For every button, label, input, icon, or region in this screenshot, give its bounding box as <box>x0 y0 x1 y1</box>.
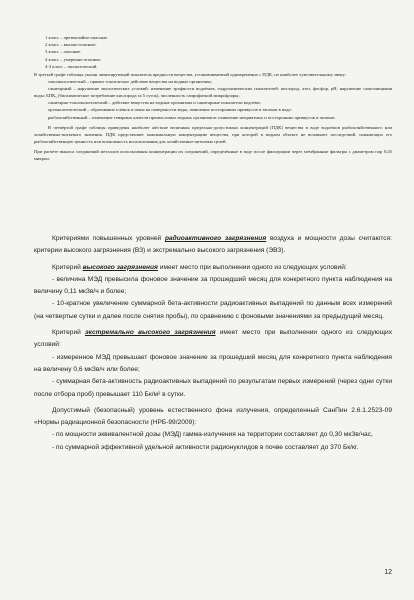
paragraph: токсикологический – прямое токсическое действие вещества на водные организмы; <box>48 79 212 85</box>
paragraph: Критериями повышенных уровней радиоактивного загрязнения воздуха и мощности дозы считаются: критерии высокого загрязнения (ВЗ) и экстремально высокого загрязнения (ЭВЗ). <box>34 235 392 255</box>
paragraph: - величина МЭД превысила фоновое значение за прошедший месяц для конкретного пункта наблюдения на величину 0,11 мкЗв/ч и более; <box>34 275 392 296</box>
paragraph: органолептический – образование плёнок и пены на поверхности воды, появление посторонних привкусов и запахов в воде; <box>48 107 292 113</box>
paragraph: При расчёте выноса соединений металлов использованы концентрации их соединений, определённые в воде после фильтрации через мембранные фильтры с диаметром пор 0,45 микрон. <box>34 148 392 162</box>
list-item: 3 класс – опасные. <box>45 49 82 55</box>
list-item: 2 класс – высоко-опасные. <box>45 42 97 48</box>
paragraph: санитарный – нарушение экологических условий: изменение трофности водоёмов, гидрохимических показателей: кислород, азот, фосфор, pH, нарушение самоочищения воды: БПК₅ (биохимическое потребление кислорода за 5 суток), численность сапрофитной микрофлоры; <box>34 86 392 99</box>
highlight-term: высокого загрязнения <box>82 263 158 271</box>
table-notes <box>34 71 392 162</box>
hazard-class-list <box>45 34 108 70</box>
page-number: 12 <box>384 569 392 576</box>
paragraph: санитарно-токсикологический – действие вещества на водные организмы и санитарные показатели водоёма; <box>48 100 261 106</box>
paragraph: рыбохозяйственный – изменение товарных качеств промысловых водных организмов: появление неприятных и посторонних привкусов и запахов. <box>48 114 336 120</box>
paragraph: Критерий высокого загрязнения имеет место при выполнении одного из следующих условий: <box>52 263 347 271</box>
paragraph: В третьей графе таблицы указан лимитирующий показатель вредности вещества, устанавливаемый одновременно с ПДК, по наиболее чувствительному звену: <box>34 72 347 77</box>
paragraph: - 10-кратное увеличение суммарной бета-активности радиоактивных выпадений по данным всех измерений (на четвертые сутки и далее после снятия пробы), по сравнению с фоновыми значениями за предыдущий месяц. <box>34 300 392 320</box>
list-item: 4 класс – умеренно-опасные. <box>45 56 102 62</box>
highlight-term: экстремально высокого загрязнения <box>85 329 216 337</box>
highlight-term: радиоактивного загрязнения <box>164 235 267 242</box>
paragraph: Критерий экстремально высокого загрязнения имеет место при выполнении одного из следующих условий: <box>34 329 393 349</box>
list-item: 4-3 класс – экологический. <box>45 63 98 69</box>
paragraph: - измеренное МЭД превышает фоновое значение за прошедший месяц для конкретного пункта наблюдения на величину 0,6 мкЗв/ч или более; <box>34 353 392 373</box>
paragraph: - по суммарной эффективной удельной активности радионуклидов в почве составляет до 370 Бк/кг. <box>52 443 359 451</box>
paragraph: В четвёртой графе таблицы приведены наиболее жёсткие величины предельно-допустимых концентраций (ПДК) вещества в воде водоёмов рыбохозяйственного или хозяйственно-питьевого значения. ПДК представляет максимальную концентрацию вещества, при которой в водном объекте не возникает последствий, снижающих его рыбохозяйственную ценность или возможность использования для хозяйственно-питьевых целей. <box>34 124 392 144</box>
paragraph: Допустимый (безопасный) уровень естественного фона излучения, определенный СанПин 2.6.1.2523-09 «Нормы радиационной безопасности (НРБ-99/2009): <box>34 406 392 427</box>
list-item: 1 класс – чрезвычайно-опасные. <box>45 35 109 40</box>
radiation-criteria-text <box>34 233 392 454</box>
paragraph: - по мощности эквивалентной дозы (МЭД) гамма-излучения на территории составляет до 0,30 мкЗв/час, <box>52 431 373 439</box>
paragraph: - суммарная бета-активность радиоактивных выпадений по результатам первых измерений (через одни сутки после отбора проб) превышает 110 Бк/м² в сутки. <box>34 378 392 398</box>
